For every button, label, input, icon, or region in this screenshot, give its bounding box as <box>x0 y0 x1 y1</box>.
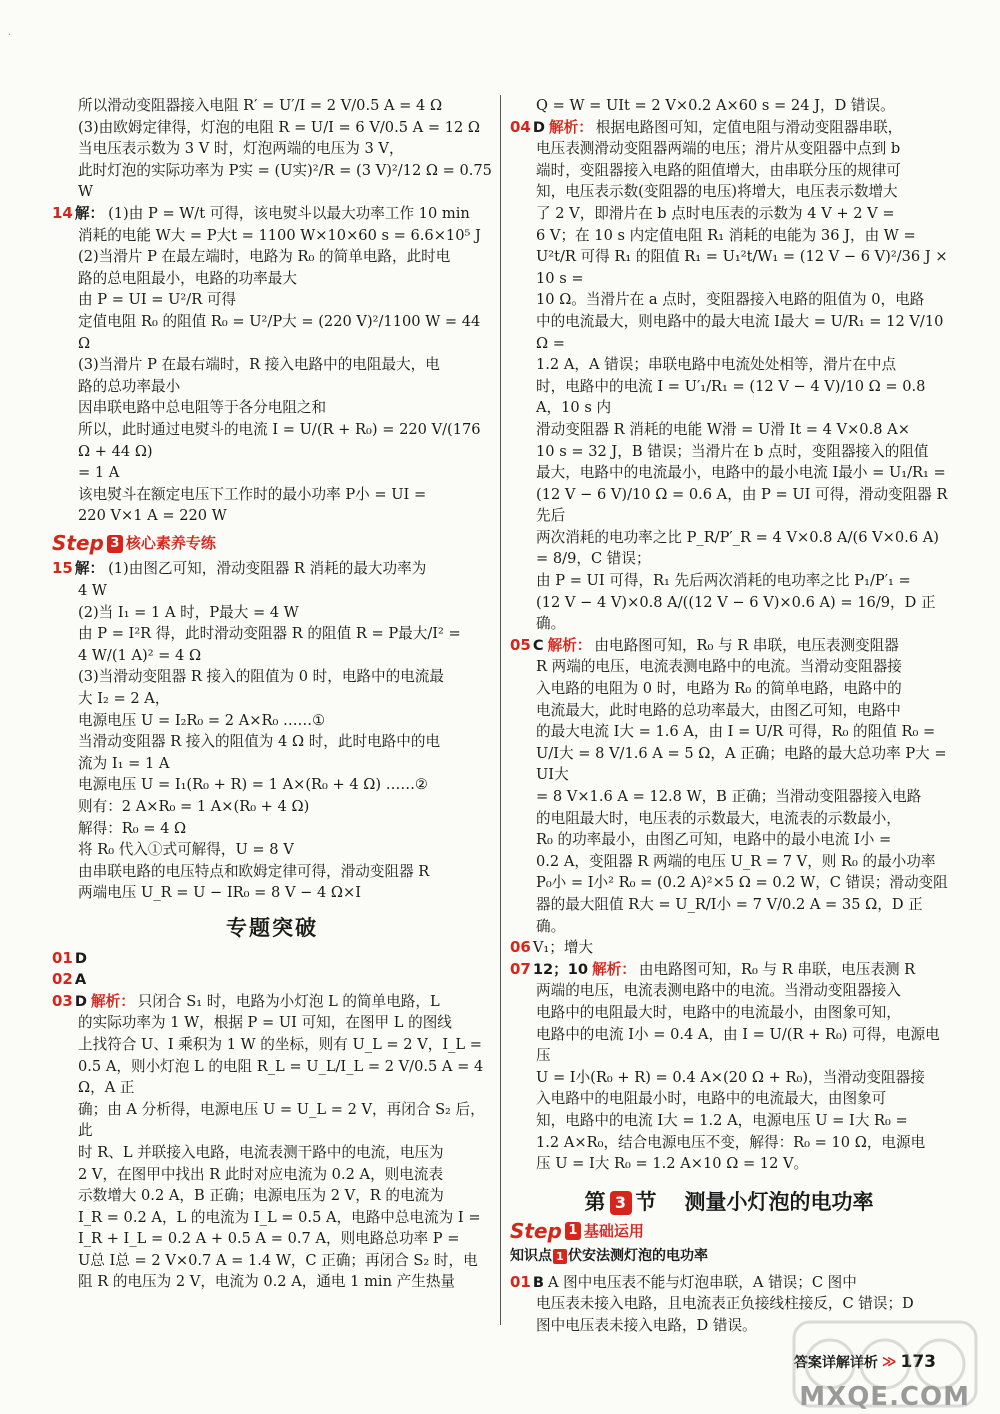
text-line: 将 R₀ 代入①式可解得，U = 8 V <box>78 841 294 859</box>
text-line: 当电压表示数为 3 V 时，灯泡两端的电压为 3 V， <box>78 140 404 158</box>
special-topic-heading: 专题突破 <box>226 915 318 940</box>
question-number: 07 <box>510 959 531 978</box>
text-line: I_R = 0.2 A，L 的电流为 I_L = 0.5 A，电路中总电流为 I = <box>78 1208 481 1226</box>
text-line: (3)由欧姆定律得，灯泡的电阻 R = U/I = 6 V/0.5 A = 12 Ω <box>78 118 480 136</box>
text-line: 消耗的电能 W大 = P大t = 1100 W×10×60 s = 6.6×10⁵ J <box>78 226 481 244</box>
question-number: 15 <box>52 559 73 578</box>
text-line: 大 I₂ = 2 A， <box>78 690 170 708</box>
section-prefix: 第 <box>584 1189 606 1214</box>
footer-label: 答案详解详析 <box>793 1355 878 1371</box>
question-number: 01 <box>510 1272 531 1291</box>
analysis-label: 解析： <box>91 992 135 1010</box>
text-line: 时 R、L 并联接入电路，电流表测干路中的电流，电压为 <box>78 1143 444 1161</box>
answer-choice: B <box>532 1273 544 1291</box>
answer-choice: D <box>74 949 87 967</box>
knowledge-point-number: 1 <box>553 1249 567 1264</box>
text-line: U²t/R 可得 R₁ 的阻值 R₁ = U₁²t/W₁ = (12 V − 6 V)²/36 J × 10 s = <box>536 248 948 287</box>
knowledge-point-title: 伏安法测灯泡的电功率 <box>568 1248 708 1265</box>
text-line: 流为 I₁ = 1 A <box>78 754 170 772</box>
analysis-label: 解析： <box>549 118 593 136</box>
text-line: 220 V×1 A = 220 W <box>78 507 227 525</box>
step-3-banner <box>52 530 492 555</box>
text-line: 由 P = UI = U²/R 可得 <box>78 291 237 309</box>
step-title: 基础运用 <box>583 1221 644 1240</box>
text-line: 滑动变阻器 R 消耗的电能 W滑 = U滑 It = 4 V×0.8 A× <box>536 420 910 438</box>
text-line: Q = W = UIt = 2 V×0.2 A×60 s = 24 J，D 错误。 <box>536 97 895 114</box>
text-line: (2)当 I₁ = 1 A 时，P最大 = 4 W <box>78 603 299 621</box>
question-05 <box>510 635 948 937</box>
margin-mark: · <box>8 30 12 41</box>
text-line: (12 V − 6 V)/10 Ω = 0.6 A，由 P = UI 可得，滑动变阻器 R 先后 <box>536 485 948 525</box>
text-line: 根据电路图可知，定值电阻与滑动变阻器串联， <box>595 118 903 136</box>
text-line: 由电路图可知，R₀ 与 R 串联，电压表测 R <box>638 960 916 978</box>
text-line: 4 W <box>78 582 107 600</box>
answer-choice: D <box>74 992 87 1010</box>
question-number: 04 <box>510 117 531 136</box>
text-line: (12 V − 4 V)×0.8 A/((12 V − 6 V)×0.6 A) = 16/9，D 正确。 <box>536 593 936 633</box>
text-line: 入电路中的电阻最小时，电路中的电流最大，由图象可 <box>536 1090 887 1108</box>
question-number: 05 <box>510 635 531 654</box>
question-number: 01 <box>52 948 73 967</box>
question-number: 14 <box>52 203 73 222</box>
text-line: 的最大电流 I大 = 1.6 A，由 I = U/R 可得，R₀ 的阻值 R₀ = <box>536 723 936 741</box>
question-03 <box>52 991 492 1293</box>
text-line: R₀ 的功率最小，由图乙可知，电路中的最小电流 I小 = <box>536 831 892 849</box>
text-line: 电路中的电阻最大时，电路中的电流最小，由图象可知， <box>536 1003 901 1021</box>
section-title <box>510 1191 948 1215</box>
question-06 <box>510 937 948 959</box>
step-word: Step <box>52 530 104 555</box>
section-name: 测量小灯泡的电功率 <box>684 1189 874 1214</box>
text-line: 阻 R 的电压为 2 V，电流为 0.2 A，通电 1 min 产生热量 <box>78 1273 456 1291</box>
question-14 <box>52 203 492 527</box>
section-suffix: 节 <box>635 1189 657 1214</box>
step-number: 3 <box>107 535 123 553</box>
analysis-label: 解析： <box>592 960 636 978</box>
text-line: 由 P = UI 可得，R₁ 先后两次消耗的电功率之比 P₁/P′₁ = <box>536 572 911 590</box>
text-line: 图中电压表未接入电路，D 错误。 <box>536 1317 757 1335</box>
text-line: 2 V，在图甲中找出 R 此时对应电流为 0.2 A，则电流表 <box>78 1165 444 1183</box>
text-line: 所以滑动变阻器接入电阻 R′ = U′/I = 2 V/0.5 A = 4 Ω <box>78 97 443 114</box>
text-line: 10 s = 32 J，B 错误；当滑片在 b 点时，变阻器接入的阻值 <box>536 442 929 460</box>
text-line: 两端的电压，电流表测电路中的电流。当滑动变阻器接入 <box>536 982 901 1000</box>
answer-text: V₁；增大 <box>532 939 594 957</box>
text-line: 压 U = I大 R₀ = 1.2 A×10 Ω = 12 V。 <box>536 1155 809 1173</box>
text-line: U总 I总 = 2 V×0.7 A = 1.4 W，C 正确；再闭合 S₂ 时，电 <box>78 1251 478 1269</box>
text-line: P₀小 = I小² R₀ = (0.2 A)²×5 Ω = 0.2 W，C 错误；滑动变阻 <box>536 874 948 892</box>
text-line: = 8 V×1.6 A = 12.8 W，B 正确；当滑动变阻器接入电路 <box>536 788 922 805</box>
text-line: 时，电路中的电流 I = U′₁/R₁ = (12 V − 4 V)/10 Ω = 0.8 A，10 s 内 <box>536 377 926 417</box>
text-line: 器的最大阻值 R大 = U_R/I小 = 7 V/0.2 A = 35 Ω，D 正确。 <box>536 895 923 935</box>
page-number: 173 <box>900 1352 936 1372</box>
answer-label: 解： <box>74 560 105 578</box>
text-line: A 图中电压表不能与灯泡串联，A 错误；C 图中 <box>548 1273 857 1291</box>
text-line: 的实际功率为 1 W，根据 P = UI 可知，在图甲 L 的图线 <box>78 1014 452 1032</box>
text-line: I_R + I_L = 0.2 A + 0.5 A = 0.7 A，则电路总功率 P = <box>78 1230 460 1248</box>
question-02 <box>52 969 492 991</box>
step-title: 核心素养专练 <box>125 533 216 552</box>
question-15 <box>52 558 492 904</box>
text-line: 6 V；在 10 s 内定值电阻 R₁ 消耗的电能为 36 J，由 W = <box>536 226 916 244</box>
text-line: 电源电压 U = I₂R₀ = 2 A×R₀ ……① <box>78 711 326 729</box>
column-divider <box>500 95 501 1325</box>
knowledge-point <box>510 1246 948 1268</box>
text-line: 该电熨斗在额定电压下工作时的最小功率 P小 = UI = <box>78 485 427 503</box>
text-line: U/I大 = 8 V/1.6 A = 5 Ω，A 正确；电路的最大总功率 P大 = UI大 <box>536 744 947 784</box>
text-line: U = I小(R₀ + R) = 0.4 A×(20 Ω + R₀)，当滑动变阻器接 <box>536 1068 925 1086</box>
text-line: 上找符合 U、I 乘积为 1 W 的坐标，则有 U_L = 2 V，I_L = <box>78 1035 482 1053</box>
text-line: 4 W/(1 A)² = 4 Ω <box>78 646 202 664</box>
text-line: 电源电压 U = I₁(R₀ + R) = 1 A×(R₀ + 4 Ω) ……② <box>78 776 429 794</box>
text-line: 示数增大 0.2 A，B 正确；电源电压为 2 V，R 的电流为 <box>78 1187 444 1205</box>
text-line: 了 2 V，即滑片在 b 点时电压表的示数为 4 V + 2 V = <box>536 204 895 222</box>
text-line: 1.2 A×R₀，结合电源电压不变，解得：R₀ = 10 Ω，电源电 <box>536 1133 926 1151</box>
text-line: 当滑动变阻器 R 接入的阻值为 4 Ω 时，此时电路中的电 <box>78 733 441 751</box>
text-line: 电压表测滑动变阻器两端的电压；滑片从变阻器中点到 b <box>536 140 901 158</box>
text-line: 入电路的电阻为 0 时，电路为 R₀ 的简单电路，电路中的 <box>536 680 902 698</box>
text-line: (1)由图乙可知，滑动变阻器 R 消耗的最大功率为 <box>108 560 427 578</box>
text-line: 解得：R₀ = 4 Ω <box>78 819 187 837</box>
text-line: 路的总电阻最小，电路的功率最大 <box>78 269 297 287</box>
watermark-url: MXQE.COM <box>799 1382 970 1412</box>
question-01 <box>52 948 492 970</box>
text-line: 则有：2 A×R₀ = 1 A×(R₀ + 4 Ω) <box>78 798 310 815</box>
answer-choice: A <box>74 971 87 989</box>
text-line: 因串联电路中总电阻等于各分电阻之和 <box>78 399 327 417</box>
text-line: 确；由 A 分析得，电源电压 U = U_L = 2 V，再闭合 S₂ 后，此 <box>78 1100 485 1140</box>
text-line: 电压表未接入电路，且电流表正负接线柱接反，C 错误；D <box>536 1295 914 1313</box>
answer-text: 12；10 <box>532 960 589 978</box>
text-line: 电流最大，此时电路的总功率最大，由图乙可知，电路中 <box>536 701 901 719</box>
answer-label: 解： <box>74 204 105 222</box>
text-line: 0.2 A，变阻器 R 两端的电压 U_R = 7 V，则 R₀ 的最小功率 <box>536 852 936 870</box>
text-line: 10 Ω。当滑片在 a 点时，变阻器接入电路的阻值为 0，电路 <box>536 291 925 309</box>
double-arrow-icon: ≫ <box>881 1354 897 1370</box>
text-line: 定值电阻 R₀ 的阻值 R₀ = U²/P大 = (220 V)²/1100 W = 44 Ω <box>78 312 481 352</box>
text-line: 两次消耗的电功率之比 P_R/P′_R = 4 V×0.8 A/(6 V×0.6 A) = 8/9，C 错误； <box>536 528 939 568</box>
step-word: Step <box>510 1218 562 1243</box>
text-line: 0.5 A，则小灯泡 L 的电阻 R_L = U_L/I_L = 2 V/0.5 A = 4 Ω，A 正 <box>78 1057 484 1097</box>
knowledge-point-prefix: 知识点 <box>510 1248 552 1265</box>
text-line: 最大，电路中的电流最小，电路中的最小电流 I最小 = U₁/R₁ = <box>536 464 946 482</box>
text-line: 端时，变阻器接入电路的阻值增大，由串联分压的规律可 <box>536 161 901 179</box>
text-line: 1.2 A，A 错误；串联电路中电流处处相等，滑片在中点 <box>536 356 897 374</box>
left-column <box>52 95 492 1293</box>
text-line: 电路中的电流 I小 = 0.4 A，由 I = U/(R + R₀) 可得，电源电压 <box>536 1025 940 1065</box>
step-number: 1 <box>565 1222 581 1240</box>
text-line: 中的电流最大，则电路中的最大电流 I最大 = U/R₁ = 12 V/10 Ω = <box>536 312 944 352</box>
right-column <box>510 95 948 1337</box>
text-line: (3)当滑片 P 在最右端时，R 接入电路中的电阻最大，电 <box>78 356 440 374</box>
text-line: 由 P = I²R 得，此时滑动变阻器 R 的阻值 R = P最大/I² = <box>78 625 461 643</box>
text-line: 两端电压 U_R = U − IR₀ = 8 V − 4 Ω×I <box>78 884 362 902</box>
text-line: 由电路图可知，R₀ 与 R 串联，电压表测变阻器 <box>594 636 899 654</box>
text-line: 路的总功率最小 <box>78 377 181 395</box>
question-04 <box>510 117 948 635</box>
question-number: 02 <box>52 970 73 989</box>
text-line: R 两端的电压，电流表测电路中的电流。当滑动变阻器接 <box>536 658 902 676</box>
text-line: 此时灯泡的实际功率为 P实 = (U实)²/R = (3 V)²/12 Ω = 0.75 W <box>78 161 492 201</box>
answer-choice: C <box>532 636 544 654</box>
text-line: 只闭合 S₁ 时，电路为小灯泡 L 的简单电路，L <box>137 992 440 1010</box>
section-number: 3 <box>610 1191 632 1215</box>
text-line: 由串联电路的电压特点和欧姆定律可得，滑动变阻器 R <box>78 862 430 880</box>
step-1-banner <box>510 1218 948 1243</box>
question-number: 06 <box>510 938 531 957</box>
question-number: 03 <box>52 991 73 1010</box>
text-line: 的电阻最大时，电压表的示数最大，电流表的示数最小， <box>536 809 901 827</box>
text-line: = 1 A <box>78 464 120 482</box>
analysis-label: 解析： <box>547 636 592 654</box>
text-line: (2)当滑片 P 在最左端时，电路为 R₀ 的简单电路，此时电 <box>78 248 451 266</box>
text-line: (3)当滑动变阻器 R 接入的阻值为 0 时，电路中的电流最 <box>78 668 444 686</box>
text-line: 知，电压表示数(变阻器的电压)将增大，电压表示数增大 <box>536 183 898 201</box>
text-line: 所以，此时通过电熨斗的电流 I = U/(R + R₀) = 220 V/(176 Ω + 44 Ω) <box>78 420 481 460</box>
text-line: (1)由 P = W/t 可得，该电熨斗以最大功率工作 10 min <box>108 204 470 222</box>
question-07 <box>510 959 948 1175</box>
text-line: 知，电路中的电流 I大 = 1.2 A，电源电压 U = I大 R₀ = <box>536 1111 908 1129</box>
answer-choice: D <box>532 118 545 136</box>
